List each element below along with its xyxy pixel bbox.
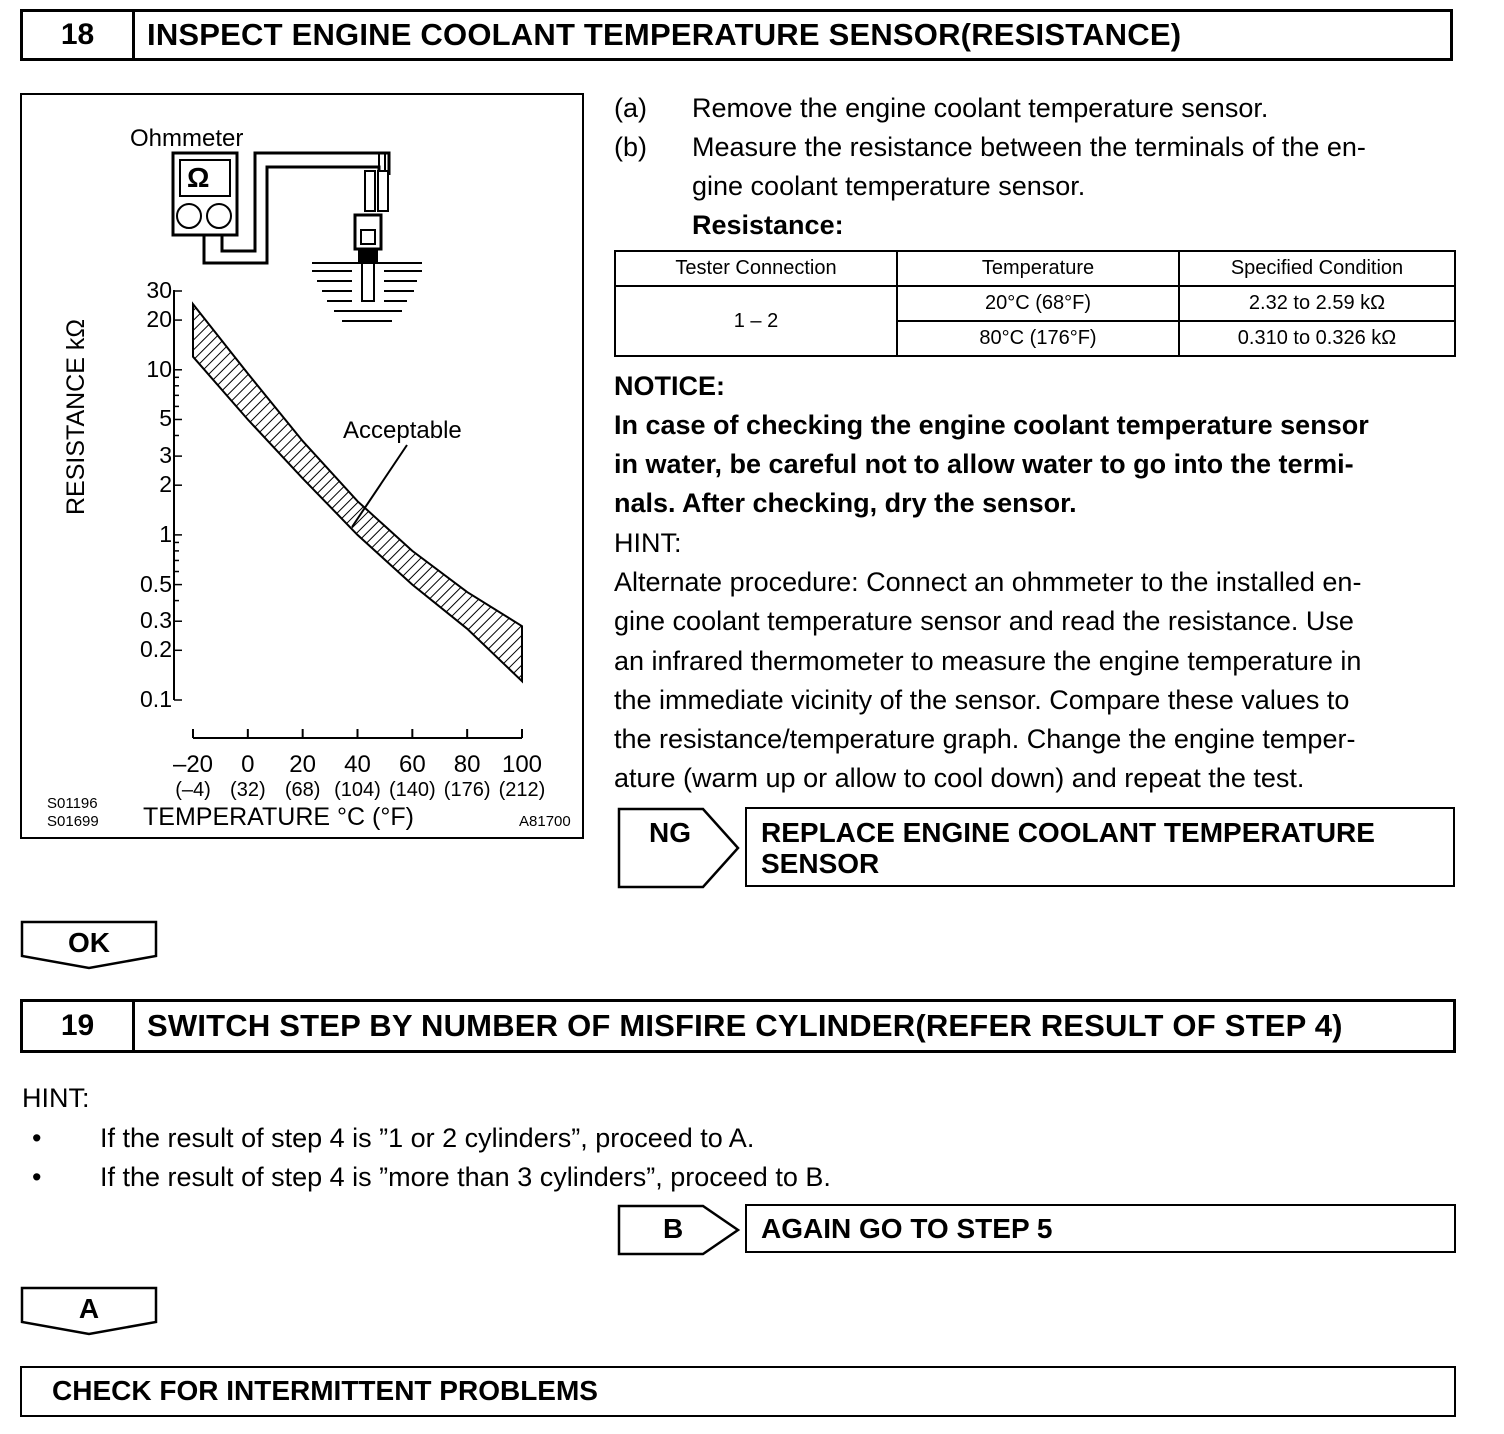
b-tag-label: B (663, 1213, 684, 1244)
x-tick-label: 20 (289, 751, 316, 778)
ohm-symbol: Ω (187, 162, 210, 193)
y-tick-label: 2 (159, 471, 172, 498)
hint-line: an infrared thermometer to measure the engine temperature in (614, 645, 1362, 676)
x-axis-label: TEMPERATURE °C (°F) (143, 803, 414, 831)
b-result-box (745, 1204, 1456, 1253)
a-tag-label: A (78, 1293, 100, 1324)
resistance-figure (20, 93, 584, 839)
x-tick-label-f: (68) (284, 779, 321, 801)
x-tick-label-f: (32) (230, 779, 266, 801)
hint-line: the immediate vicinity of the sensor. Compare these values to (614, 684, 1350, 715)
header-tester-connection: Tester Connection (615, 251, 897, 286)
table-header-row (615, 251, 1455, 286)
x-tick-label: 40 (344, 751, 371, 778)
x-tick-label-f: (–4) (175, 779, 211, 801)
cell-condition: 0.310 to 0.326 kΩ (1179, 321, 1455, 356)
spec-table (614, 250, 1456, 357)
ng-result-box (745, 807, 1455, 887)
x-tick-label-f: (212) (498, 779, 546, 801)
hint-line: Alternate procedure: Connect an ohmmeter to the installed en- (614, 567, 1362, 597)
x-tick-label: 100 (501, 751, 543, 778)
step-b-label: (b) (614, 132, 647, 162)
step-b-text-2: gine coolant temperature sensor. (692, 171, 1086, 201)
step-18-header (20, 9, 1453, 61)
ng-tag (617, 807, 741, 889)
sensor-icon (355, 215, 381, 301)
step-b-text-1: Measure the resistance between the terminals of the en- (692, 132, 1366, 162)
b-result-text: AGAIN GO TO STEP 5 (761, 1213, 1053, 1244)
y-tick-label: 0.2 (140, 636, 172, 663)
y-tick-label: 5 (159, 405, 172, 432)
ng-tag-label: NG (649, 817, 691, 848)
figure-code-1: S01196 (47, 795, 98, 812)
hint-19-title: HINT: (22, 1083, 90, 1113)
ng-result-line-1: REPLACE ENGINE COOLANT TEMPERATURE (761, 817, 1375, 848)
b-tag (617, 1204, 741, 1256)
figure-code-3: A81700 (519, 813, 571, 830)
ok-tag (20, 920, 158, 970)
y-tick-label: 3 (159, 442, 172, 469)
step-number: 19 (23, 1002, 135, 1050)
y-tick-label: 0.1 (140, 686, 172, 712)
hint-title: HINT: (614, 528, 682, 558)
final-step-text: CHECK FOR INTERMITTENT PROBLEMS (52, 1375, 598, 1406)
cell-condition: 2.32 to 2.59 kΩ (1179, 286, 1455, 321)
x-tick-label-f: (176) (443, 779, 491, 801)
step-a-label: (a) (614, 93, 647, 123)
table-row (615, 286, 1455, 321)
x-tick-label-f: (104) (334, 779, 381, 801)
ok-tag-label: OK (68, 927, 110, 958)
figure-code-2: S01699 (47, 813, 99, 830)
y-tick-label: 20 (146, 306, 172, 333)
notice-title: NOTICE: (614, 371, 725, 401)
final-step-box (20, 1366, 1456, 1417)
hint-line: the resistance/temperature graph. Change the engine temper- (614, 724, 1356, 755)
hint-paragraph (614, 563, 1361, 799)
cell-connection: 1 – 2 (615, 286, 897, 356)
x-tick-label: 0 (241, 751, 255, 778)
hint-line: gine coolant temperature sensor and read the resistance. Use (614, 606, 1354, 637)
step-title: INSPECT ENGINE COOLANT TEMPERATURE SENSOR(RESISTANCE) (147, 17, 1182, 52)
x-tick-label: –20 (172, 751, 214, 778)
notice-line-3: nals. After checking, dry the sensor. (614, 488, 1077, 518)
a-tag (20, 1286, 158, 1336)
acceptable-band (193, 304, 522, 681)
bullet: • (32, 1123, 42, 1153)
y-tick-label: 0.3 (140, 607, 172, 634)
y-tick-label: 10 (146, 355, 172, 382)
y-tick-label: 0.5 (140, 570, 172, 597)
header-temperature: Temperature (897, 251, 1179, 286)
ng-result-line-2: SENSOR (761, 848, 880, 879)
step-title: SWITCH STEP BY NUMBER OF MISFIRE CYLINDER(REFER RESULT OF STEP 4) (147, 1008, 1343, 1043)
header-specified-condition: Specified Condition (1179, 251, 1455, 286)
ohmmeter-label: Ohmmeter (130, 125, 244, 152)
bullet: • (32, 1162, 42, 1192)
hint-line: ature (warm up or allow to cool down) and repeat the test. (614, 763, 1305, 794)
hint-19-item: If the result of step 4 is ”more than 3 cylinders”, proceed to B. (100, 1162, 831, 1192)
y-tick-label: 1 (159, 520, 172, 547)
cell-temperature: 80°C (176°F) (897, 321, 1179, 356)
step-a-text: Remove the engine coolant temperature sensor. (692, 93, 1269, 123)
cell-temperature: 20°C (68°F) (897, 286, 1179, 321)
notice-line-2: in water, be careful not to allow water to go into the termi- (614, 449, 1354, 479)
y-axis-label: RESISTANCE kΩ (62, 318, 90, 515)
x-tick-label: 80 (453, 751, 481, 778)
hint-19-item: If the result of step 4 is ”1 or 2 cylinders”, proceed to A. (100, 1123, 755, 1153)
y-tick-label: 30 (146, 277, 172, 303)
resistance-chart (22, 95, 582, 837)
resistance-label: Resistance: (692, 210, 844, 240)
step-number: 18 (23, 12, 135, 58)
notice-line-1: In case of checking the engine coolant temperature sensor (614, 410, 1369, 440)
x-tick-label: 60 (398, 751, 426, 778)
acceptable-label: Acceptable (343, 417, 462, 444)
x-tick-label-f: (140) (388, 779, 436, 801)
step-19-header (20, 999, 1456, 1053)
